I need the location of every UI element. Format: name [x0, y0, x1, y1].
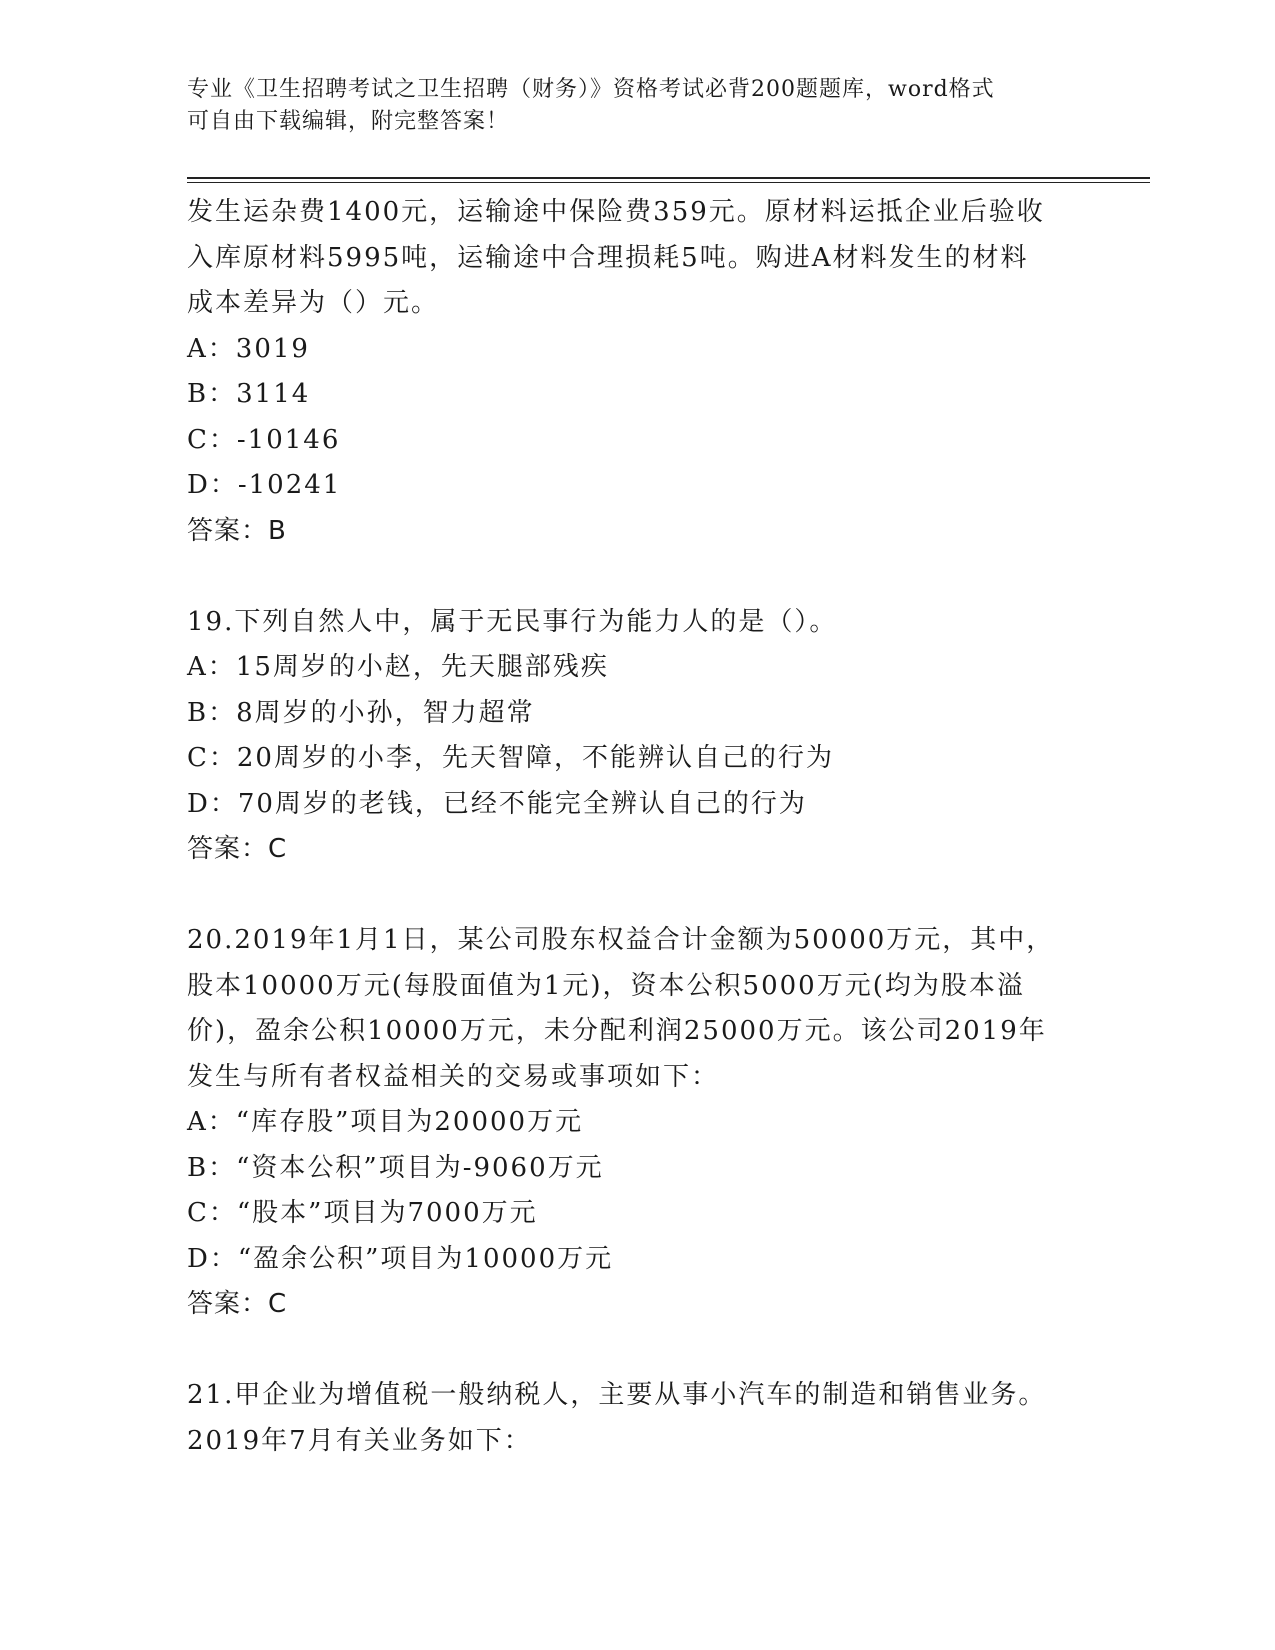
header-line: 可自由下载编辑，附完整答案！	[187, 109, 510, 134]
question-19	[187, 600, 1087, 873]
question-18	[187, 190, 1087, 554]
option-a: A：3019	[187, 333, 310, 364]
question-stem-line: 20.2019年1月1日，某公司股东权益合计金额为50000万元，其中，	[187, 925, 1055, 955]
question-list	[187, 190, 1087, 1464]
question-stem-line: 2019年7月有关业务如下：	[187, 1425, 532, 1456]
question-21	[187, 1373, 1087, 1464]
question-stem-line: 19.下列自然人中，属于无民事行为能力人的是（）。	[187, 606, 838, 637]
option-c: C：“股本”项目为7000万元	[187, 1198, 538, 1228]
answer-label: 答案：C	[187, 1289, 288, 1319]
question-stem-line: 成本差异为（）元。	[187, 288, 440, 318]
header-rule-thin	[187, 182, 1150, 183]
question-stem-line: 发生运杂费1400元，运输途中保险费359元。原材料运抵企业后验收	[187, 197, 1045, 227]
spacer	[187, 873, 1087, 919]
question-stem-line: 发生与所有者权益相关的交易或事项如下：	[187, 1061, 720, 1092]
answer-label: 答案：B	[187, 515, 287, 546]
option-a: A：15周岁的小赵，先天腿部残疾	[187, 652, 609, 682]
header-rule-thick	[187, 177, 1150, 179]
document-header	[187, 74, 1087, 138]
question-stem-line: 价)，盈余公积10000万元，未分配利润25000万元。该公司2019年	[187, 1016, 1047, 1046]
answer-label: 答案：C	[187, 834, 288, 864]
question-stem-line: 入库原材料5995吨，运输途中合理损耗5吨。购进A材料发生的材料	[187, 242, 1029, 273]
option-b: B：“资本公积”项目为-9060万元	[187, 1152, 604, 1183]
spacer	[187, 1328, 1087, 1374]
option-c: C：20周岁的小李，先天智障，不能辨认自己的行为	[187, 743, 834, 773]
option-d: D：70周岁的老钱，已经不能完全辨认自己的行为	[187, 788, 807, 819]
option-b: B：8周岁的小孙，智力超常	[187, 697, 535, 728]
option-b: B：3114	[187, 379, 311, 409]
question-stem-line: 21.甲企业为增值税一般纳税人，主要从事小汽车的制造和销售业务。	[187, 1380, 1047, 1410]
spacer	[187, 554, 1087, 600]
header-line: 专业《卫生招聘考试之卫生招聘（财务）》资格考试必背200题题库，word格式	[187, 77, 995, 102]
option-c: C：-10146	[187, 424, 341, 455]
option-d: D：-10241	[187, 470, 342, 500]
question-stem-line: 股本10000万元(每股面值为1元)，资本公积5000万元(均为股本溢	[187, 970, 1025, 1001]
question-20	[187, 918, 1087, 1328]
option-d: D：“盈余公积”项目为10000万元	[187, 1243, 614, 1274]
option-a: A：“库存股”项目为20000万元	[187, 1107, 584, 1137]
